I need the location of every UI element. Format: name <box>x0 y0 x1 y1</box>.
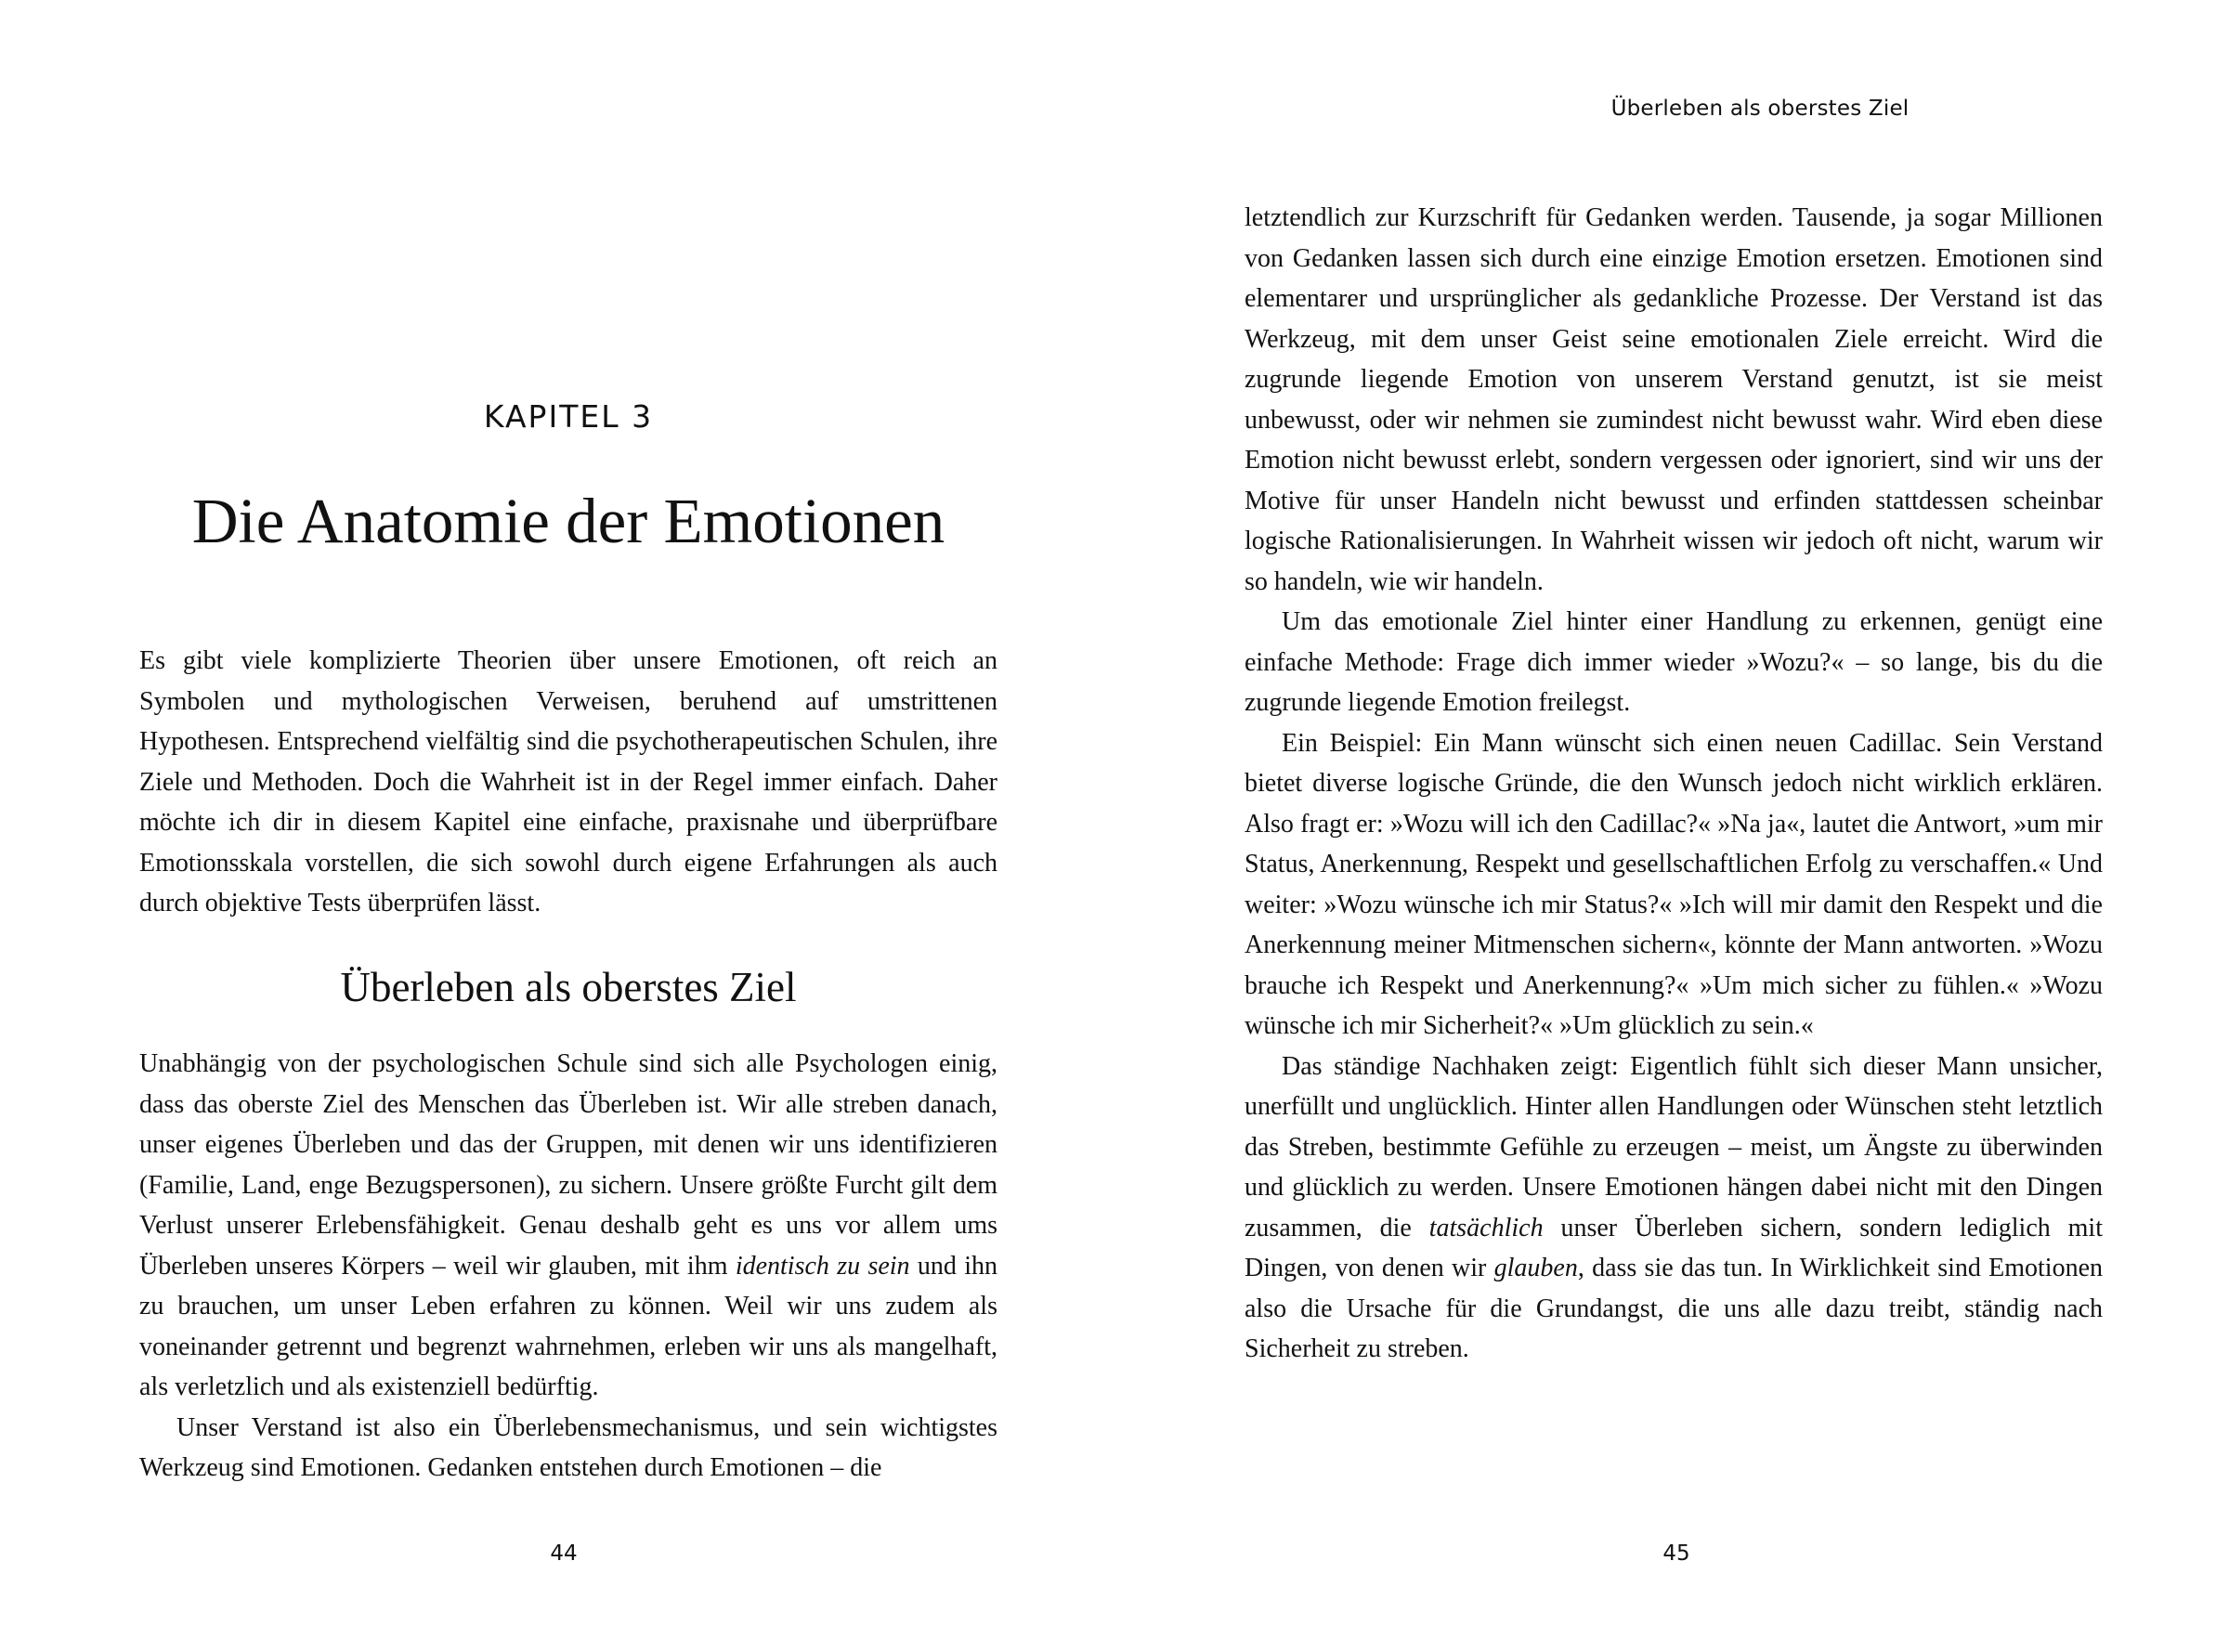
paragraph-text: Das ständige Nachhaken zeigt: Eigentlich fühlt sich dieser Mann unsicher, unerfüllt und unglücklich. Hinter allen Handlungen oder Wünschen steht letztlich das Streben, bestimmte Gefühle zu erzeugen – meist, um Ängste zu überwinden und glücklich zu werden. Unsere Emotionen hängen dabei nicht mit den Dingen zusammen, die <box>1245 1051 2103 1242</box>
page-number-right: 45 <box>1662 1541 1690 1566</box>
chapter-title: Die Anatomie der Emotionen <box>191 486 945 556</box>
page-number-left: 44 <box>550 1541 578 1566</box>
running-head: Überleben als oberstes Ziel <box>1610 97 1910 121</box>
emphasis-text: identisch zu sein <box>735 1251 910 1281</box>
left-page <box>0 0 1114 1652</box>
right-page <box>1114 0 2229 1652</box>
section-body <box>139 1044 997 1489</box>
right-paragraph-3: Ein Beispiel: Ein Mann wünscht sich einen neuen Cadillac. Sein Verstand bietet diverse logische Gründe, die den Wunsch jedoch nicht wirklich erklären. Also fragt er: »Wozu will ich den Cadillac?« »Na ja«, lautet die Antwort, »um mir Status, Anerkennung, Respekt und gesellschaftlichen Erfolg zu verschaffen.« Und weiter: »Wozu wünsche ich mir Status?« »Ich will mir damit den Respekt und die Anerkennung meiner Mitmenschen sichern«, könnte der Mann antworten. »Wozu brauche ich Respekt und Anerkennung?« »Um mich sicher zu fühlen.« »Wozu wünsche ich mir Sicherheit?« »Um glücklich zu sein.« <box>1245 728 2103 1040</box>
paragraph-text: unser Überleben sichern, sondern lediglich mit Dingen, von denen wir <box>1245 1213 2103 1282</box>
paragraph-text: und ihn zu brauchen, um unser Leben erfahren zu können. Weil wir uns zudem als voneinander getrennt und begrenzt wahrnehmen, erleben wir uns als mangelhaft, als verletzlich und als existenziell bedürftig. <box>139 1251 998 1401</box>
section-paragraph-1 <box>139 1044 997 1408</box>
right-paragraph-4 <box>1245 1047 2103 1370</box>
section-heading: Überleben als oberstes Ziel <box>340 964 797 1010</box>
chapter-label: KAPITEL 3 <box>483 398 654 435</box>
paragraph-text: , dass sie das tun. In Wirklichkeit sind Emotionen also die Ursache für die Grundangst, die uns alle dazu treibt, ständig nach Sicherheit zu streben. <box>1245 1254 2103 1363</box>
emphasis-text: tatsächlich <box>1428 1213 1544 1242</box>
emphasis-text: glauben <box>1493 1254 1578 1282</box>
intro-paragraph: Es gibt viele komplizierte Theorien über unsere Emotionen, oft reich an Symbolen und mythologischen Verweisen, beruhend auf umstrittenen Hypothesen. Entsprechend vielfältig sind die psychotherapeutischen Schulen, ihre Ziele und Methoden. Doch die Wahrheit ist in der Regel immer einfach. Daher möchte ich dir in diesem Kapitel eine einfache, praxisnahe und überprüfbare Emotionsskala vorstellen, die sich sowohl durch eigene Erfahrungen als auch durch objektive Tests überprüfen lässt. <box>139 646 997 917</box>
section-paragraph-2: Unser Verstand ist also ein Überlebensmechanismus, und sein wichtigstes Werkzeug sind Emotionen. Gedanken entstehen durch Emotionen – die <box>139 1412 997 1482</box>
right-paragraph-2: Um das emotionale Ziel hinter einer Handlung zu erkennen, genügt eine einfache Methode: Frage dich immer wieder »Wozu?« – so lange, bis du die zugrunde liegende Emotion freilegst. <box>1245 607 2103 717</box>
intro-text <box>139 641 997 924</box>
right-body-text <box>1245 198 2103 1370</box>
right-paragraph-1: letztendlich zur Kurzschrift für Gedanken werden. Tausende, ja sogar Millionen von Gedanken lassen sich durch eine einzige Emotion ersetzen. Emotionen sind elementarer und ursprünglicher als gedankliche Prozesse. Der Verstand ist das Werkzeug, mit dem unser Geist seine emotionalen Ziele erreicht. Wird die zugrunde liegende Emotion von unserem Verstand genutzt, ist sie meist unbewusst, oder wir nehmen sie zumindest nicht bewusst wahr. Wird eben diese Emotion nicht bewusst erlebt, sondern vergessen oder ignoriert, sind wir uns der Motive für unser Handeln nicht bewusst und erfinden stattdessen scheinbar logische Rationalisierungen. In Wahrheit wissen wir jedoch oft nicht, warum wir so handeln, wie wir handeln. <box>1245 203 2103 596</box>
paragraph-text: Unabhängig von der psychologischen Schule sind sich alle Psychologen einig, dass das oberste Ziel des Menschen das Überleben ist. Wir alle streben danach, unser eigenes Überleben und das der Gruppen, mit denen wir uns identifizieren (Familie, Land, enge Bezugspersonen), zu sichern. Unsere größte Furcht gilt dem Verlust unserer Erlebensfähigkeit. Genau deshalb geht es uns vor allem ums Überleben unseres Körpers – weil wir glauben, mit ihm <box>139 1049 997 1281</box>
